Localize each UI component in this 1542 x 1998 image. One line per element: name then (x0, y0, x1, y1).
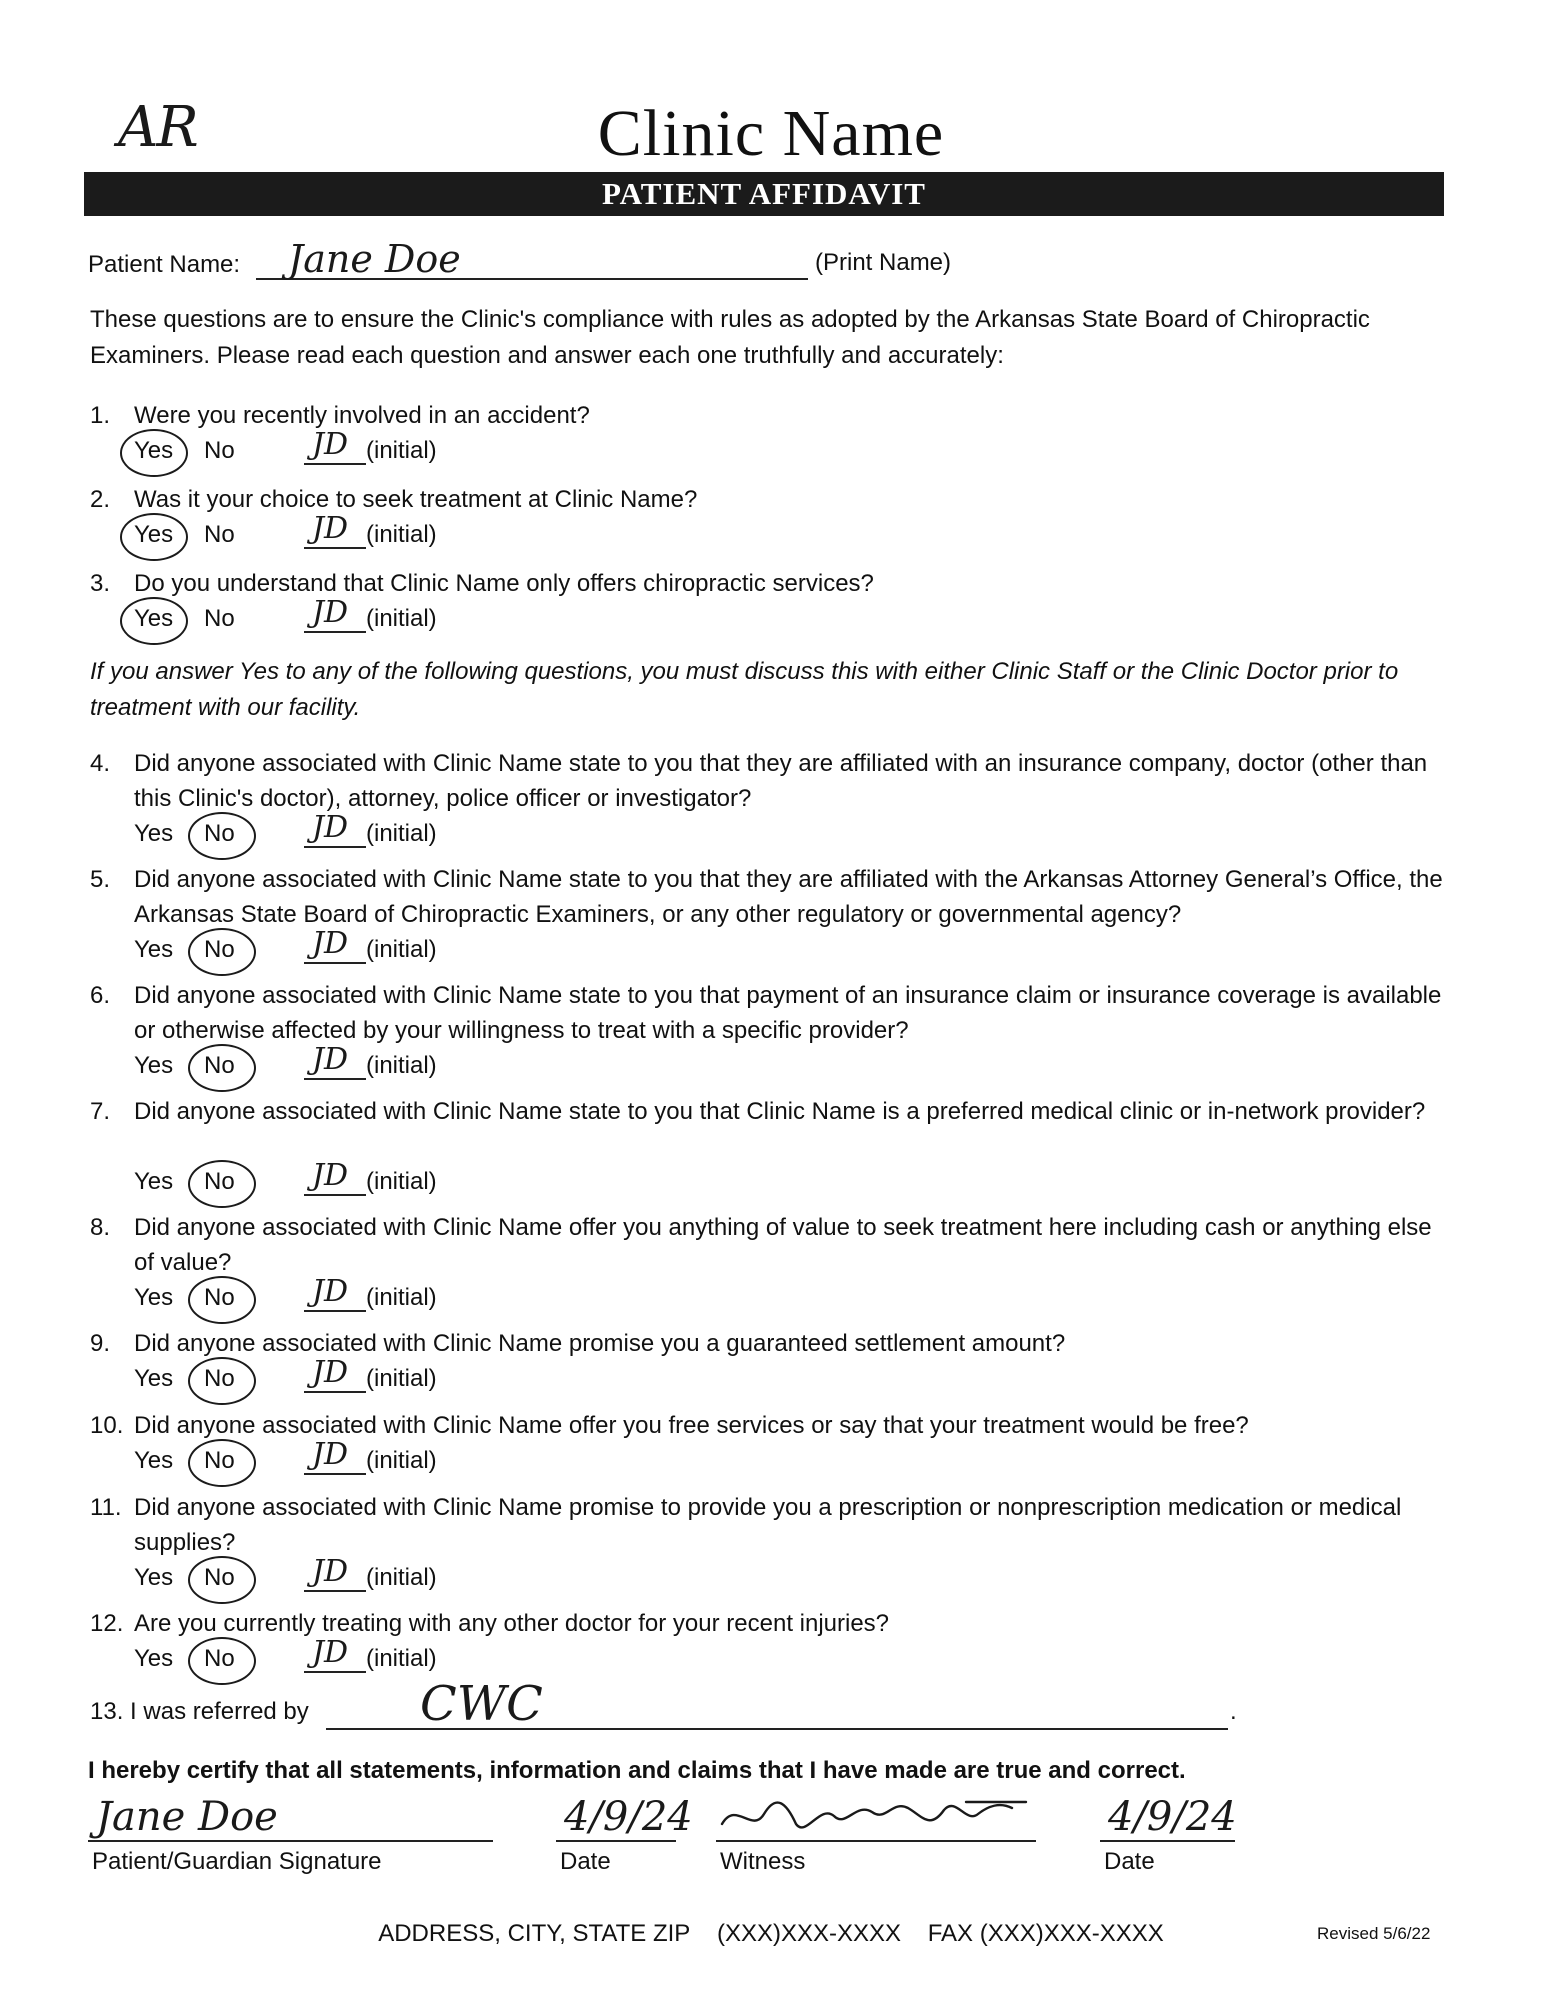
no-option[interactable]: No (204, 936, 235, 963)
initial-line (304, 846, 366, 848)
no-option[interactable]: No (204, 820, 235, 847)
yes-option[interactable]: Yes (134, 1052, 174, 1079)
initial-field[interactable]: JD (312, 1274, 349, 1309)
referral-label (90, 1698, 309, 1726)
yes-option[interactable]: Yes (134, 1447, 174, 1474)
no-option[interactable]: No (204, 1447, 235, 1474)
selected-answer-circle (120, 429, 188, 477)
answer-row (134, 1554, 734, 1596)
initial-label: (initial) (366, 936, 437, 963)
question-number: 1. (90, 402, 111, 429)
initial-field[interactable]: JD (312, 1635, 349, 1670)
answer-row (134, 1274, 734, 1316)
question-number: 5. (90, 866, 111, 893)
footer-contact (0, 1920, 1542, 1948)
patient-name-label: Patient Name: (88, 251, 241, 278)
patient-signature-field[interactable]: Jane Doe (96, 1794, 278, 1840)
selected-answer-circle (188, 1160, 256, 1208)
patient-date-label: Date (560, 1848, 611, 1875)
yes-option[interactable]: Yes (134, 1284, 174, 1311)
yes-option[interactable]: Yes (134, 1168, 174, 1195)
initial-field[interactable]: JD (312, 1355, 349, 1390)
patient-signature-label: Patient/Guardian Signature (92, 1848, 382, 1875)
selected-answer-circle (188, 1276, 256, 1324)
initial-label: (initial) (366, 1365, 437, 1392)
selected-answer-circle (188, 1556, 256, 1604)
answer-row (134, 1158, 734, 1200)
clinic-name-title: Clinic Name (597, 97, 945, 170)
answer-row (134, 595, 734, 637)
patient-signature-block (88, 1794, 498, 1890)
referral-period: . (1230, 1698, 1237, 1725)
question-number: 4. (90, 750, 111, 777)
revision-note: Revised 5/6/22 (1317, 1924, 1431, 1943)
patient-name-row (88, 237, 1088, 285)
initial-label: (initial) (366, 437, 437, 464)
initial-field[interactable]: JD (312, 810, 349, 845)
initial-field[interactable]: JD (312, 1042, 349, 1077)
witness-date-label: Date (1104, 1848, 1155, 1875)
referral-row (90, 1676, 1290, 1740)
initial-label: (initial) (366, 605, 437, 632)
print-name-hint: (Print Name) (815, 249, 952, 276)
certification-statement: I hereby certify that all statements, information and claims that I have made are true and correct. (88, 1757, 1186, 1784)
question-number: 7. (90, 1098, 111, 1125)
initial-line (304, 547, 366, 549)
yes-option[interactable]: Yes (134, 936, 174, 963)
referral-text: I was referred by (130, 1698, 309, 1725)
initial-field[interactable]: JD (312, 595, 349, 630)
witness-signature-block (716, 1800, 1056, 1890)
initial-field[interactable]: JD (312, 1554, 349, 1589)
patient-signature-line (88, 1840, 493, 1842)
no-option[interactable]: No (204, 1168, 235, 1195)
no-option[interactable]: No (204, 1284, 235, 1311)
question-text: Did anyone associated with Clinic Name state to you that payment of an insurance claim or insurance coverage is available or otherwise affected by your willingness to treat with a specific provider? (134, 982, 1442, 1044)
footer-address: ADDRESS, CITY, STATE ZIP (378, 1920, 691, 1947)
no-option[interactable]: No (204, 1564, 235, 1591)
question-number: 12. (90, 1610, 124, 1637)
answer-row (134, 1635, 734, 1677)
question-text: Do you understand that Clinic Name only offers chiropractic services? (134, 570, 874, 597)
patient-date-line (556, 1840, 676, 1842)
yes-option[interactable]: Yes (134, 820, 174, 847)
initial-line (304, 1310, 366, 1312)
patient-date-block (556, 1794, 696, 1890)
question-number: 9. (90, 1330, 111, 1357)
no-option[interactable]: No (204, 1052, 235, 1079)
question-number: 6. (90, 982, 111, 1009)
answer-row (134, 427, 734, 469)
question-text: Did anyone associated with Clinic Name offer you anything of value to seek treatment here including cash or anything else of value? (134, 1214, 1432, 1276)
initial-field[interactable]: JD (312, 926, 349, 961)
footer-fax: FAX (XXX)XXX-XXXX (927, 1920, 1164, 1947)
witness-date-block (1100, 1794, 1250, 1890)
initial-line (304, 631, 366, 633)
initial-line (304, 1194, 366, 1196)
initial-label: (initial) (366, 521, 437, 548)
conditional-note: If you answer Yes to any of the following questions, you must discuss this with either Clinic Staff or the Clinic Doctor prior to treatment with our facility. (90, 658, 1399, 721)
initial-line (304, 1473, 366, 1475)
no-option[interactable]: No (204, 1645, 235, 1672)
selected-answer-circle (120, 597, 188, 645)
yes-option[interactable]: Yes (134, 1564, 174, 1591)
initial-label: (initial) (366, 1052, 437, 1079)
question-number: 3. (90, 570, 111, 597)
yes-option[interactable]: Yes (134, 605, 174, 632)
footer-phone: (XXX)XXX-XXXX (716, 1920, 902, 1947)
initial-label: (initial) (366, 1284, 437, 1311)
handwritten-state-mark: AR (118, 95, 197, 160)
question-text: Did anyone associated with Clinic Name offer you free services or say that your treatment would be free? (134, 1412, 1249, 1439)
selected-answer-circle (188, 812, 256, 860)
patient-name-field[interactable]: Jane Doe (288, 237, 461, 281)
answer-row (134, 511, 734, 553)
referral-number: 13. (90, 1698, 124, 1725)
question-number: 8. (90, 1214, 111, 1241)
selected-answer-circle (120, 513, 188, 561)
witness-signature-scribble[interactable] (716, 1794, 1046, 1844)
selected-answer-circle (188, 1357, 256, 1405)
question-text: Was it your choice to seek treatment at Clinic Name? (134, 486, 698, 513)
answer-row (134, 1042, 734, 1084)
question-text: Did anyone associated with Clinic Name state to you that they are affiliated with the Arkansas Attorney General’s Office, the Arkansas State Board of Chiropractic Examiners, or any other regulatory or governmental agency? (134, 866, 1443, 928)
question-number: 10. (90, 1412, 124, 1439)
selected-answer-circle (188, 1044, 256, 1092)
initial-line (304, 1590, 366, 1592)
question-text: Did anyone associated with Clinic Name state to you that Clinic Name is a preferred medical clinic or in-network provider? (134, 1098, 1426, 1125)
no-option[interactable]: No (204, 437, 235, 464)
initial-label: (initial) (366, 1447, 437, 1474)
no-option[interactable]: No (204, 605, 235, 632)
answer-row (134, 1437, 734, 1479)
initial-label: (initial) (366, 820, 437, 847)
yes-option[interactable]: Yes (134, 1645, 174, 1672)
initial-label: (initial) (366, 1564, 437, 1591)
no-option[interactable]: No (204, 1365, 235, 1392)
question-text: Were you recently involved in an accident? (134, 402, 590, 429)
no-option[interactable]: No (204, 521, 235, 548)
initial-line (304, 1391, 366, 1393)
witness-signature-line (716, 1840, 1036, 1842)
intro-paragraph: These questions are to ensure the Clinic's compliance with rules as adopted by the Arkansas State Board of Chiropractic Examiners. Please read each question and answer each one truthfully and accurately: (90, 306, 1370, 369)
initial-line (304, 1078, 366, 1080)
answer-row (134, 926, 734, 968)
selected-answer-circle (188, 928, 256, 976)
patient-date-field[interactable]: 4/9/24 (564, 1794, 693, 1840)
initial-field[interactable]: JD (312, 427, 349, 462)
initial-label: (initial) (366, 1645, 437, 1672)
referral-field[interactable]: CWC (420, 1676, 543, 1732)
yes-option[interactable]: Yes (134, 1365, 174, 1392)
form-title-bar: PATIENT AFFIDAVIT (84, 172, 1444, 216)
yes-option[interactable]: Yes (134, 437, 174, 464)
question-text: Are you currently treating with any other doctor for your recent injuries? (134, 1610, 890, 1637)
initial-line (304, 962, 366, 964)
question-text: Did anyone associated with Clinic Name promise you a guaranteed settlement amount? (134, 1330, 1066, 1357)
witness-signature-label: Witness (720, 1848, 806, 1875)
answer-row (134, 810, 734, 852)
selected-answer-circle (188, 1439, 256, 1487)
question-text: Did anyone associated with Clinic Name state to you that they are affiliated with an insurance company, doctor (other than this Clinic's doctor), attorney, police officer or investigator? (134, 750, 1428, 812)
selected-answer-circle (188, 1637, 256, 1685)
initial-field[interactable]: JD (312, 511, 349, 546)
witness-date-field[interactable]: 4/9/24 (1108, 1794, 1237, 1840)
initial-line (304, 1671, 366, 1673)
answer-row (134, 1355, 734, 1397)
initial-field[interactable]: JD (312, 1437, 349, 1472)
initial-field[interactable]: JD (312, 1158, 349, 1193)
initial-label: (initial) (366, 1168, 437, 1195)
question-number: 11. (90, 1494, 122, 1521)
initial-line (304, 463, 366, 465)
witness-date-line (1100, 1840, 1235, 1842)
yes-option[interactable]: Yes (134, 521, 174, 548)
question-text: Did anyone associated with Clinic Name promise to provide you a prescription or nonprescription medication or medical supplies? (134, 1494, 1402, 1556)
question-number: 2. (90, 486, 111, 513)
